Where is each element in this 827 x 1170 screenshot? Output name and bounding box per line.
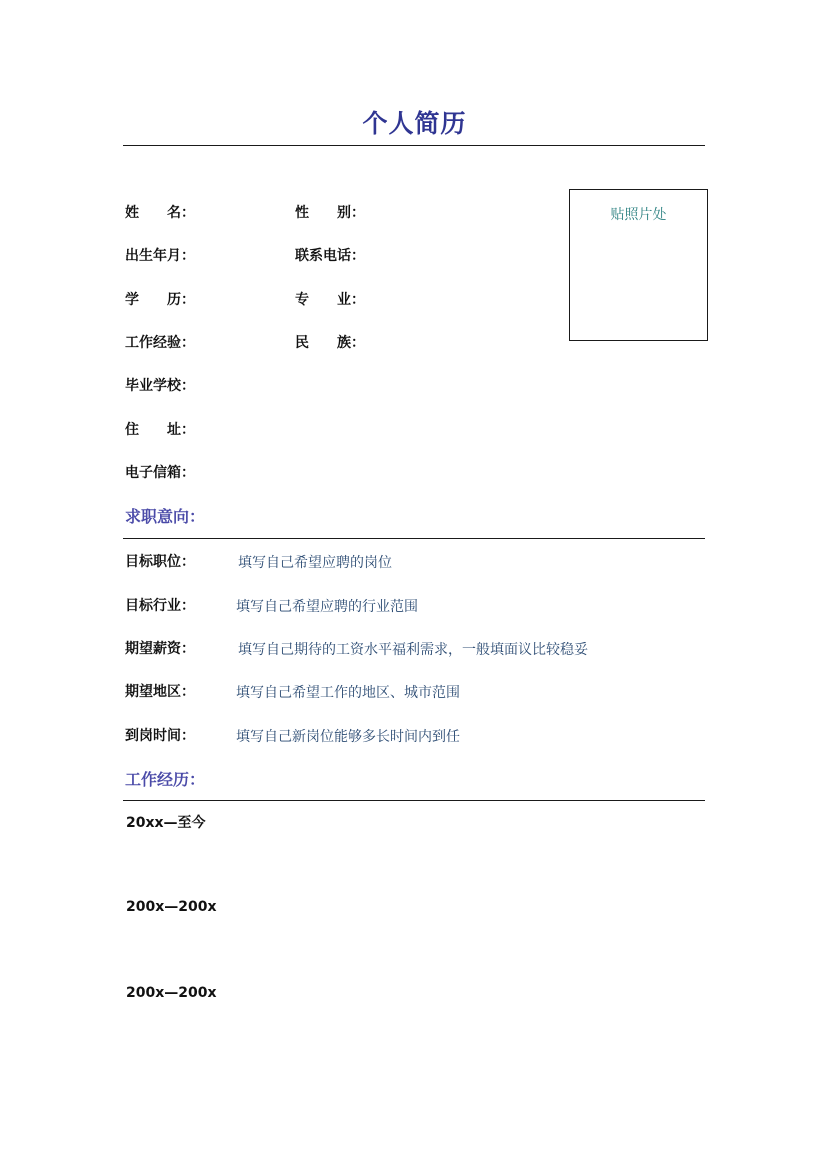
- expected-salary-label: 期望薪资：: [125, 641, 195, 657]
- education-label: 学 历：: [125, 292, 195, 308]
- experience-label: 工作经验：: [125, 335, 195, 351]
- address-label: 住 址：: [125, 422, 195, 438]
- work-divider: [123, 800, 705, 801]
- school-label: 毕业学校：: [125, 378, 195, 394]
- expected-region-value: 填写自己希望工作的地区、城市范围: [236, 685, 460, 701]
- photo-placeholder: 贴照片处: [610, 207, 667, 223]
- phone-label: 联系电话：: [295, 248, 365, 264]
- start-time-value: 填写自己新岗位能够多长时间内到任: [236, 729, 460, 745]
- intention-divider: [123, 538, 705, 539]
- expected-region-label: 期望地区：: [125, 684, 195, 700]
- name-label: 姓 名：: [125, 205, 195, 221]
- work-period: 20xx—至今: [126, 815, 206, 831]
- birth-label: 出生年月：: [125, 248, 195, 264]
- photo-box: [569, 189, 708, 341]
- title-divider: [123, 145, 705, 146]
- target-industry-label: 目标行业：: [125, 598, 195, 614]
- work-heading: 工作经历：: [125, 770, 206, 789]
- work-period: 200x—200x: [126, 899, 217, 915]
- target-position-value: 填写自己希望应聘的岗位: [238, 555, 392, 571]
- email-label: 电子信箱：: [125, 465, 195, 481]
- expected-salary-value: 填写自己期待的工资水平福利需求，一般填面议比较稳妥: [238, 642, 588, 658]
- page-title: 个人简历: [362, 109, 467, 138]
- major-label: 专 业：: [295, 292, 365, 308]
- intention-heading: 求职意向：: [125, 507, 206, 526]
- target-industry-value: 填写自己希望应聘的行业范围: [236, 599, 418, 615]
- start-time-label: 到岗时间：: [125, 728, 195, 744]
- target-position-label: 目标职位：: [125, 554, 195, 570]
- work-period: 200x—200x: [126, 985, 217, 1001]
- ethnicity-label: 民 族：: [295, 335, 365, 351]
- gender-label: 性 别：: [295, 205, 365, 221]
